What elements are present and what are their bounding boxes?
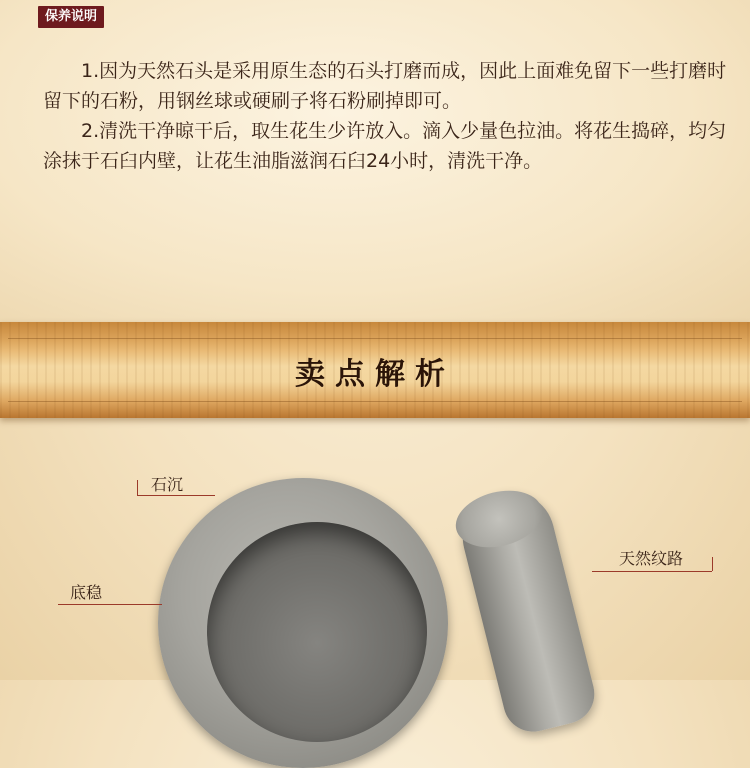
- care-paragraph-2: 2.清洗干净晾干后，取生花生少许放入。滴入少量色拉油。将花生捣碎，均匀涂抹于石臼内壁，让花生油脂滋润石臼24小时，清洗干净。: [43, 120, 727, 172]
- callout-stable: 底稳: [70, 583, 103, 602]
- callout-texture: 天然纹路: [619, 549, 684, 568]
- care-section: [0, 0, 750, 322]
- care-paragraph-1: 1.因为天然石头是采用原生态的石头打磨而成，因此上面难免留下一些打磨时留下的石粉，用钢丝球或硬刷子将石粉刷掉即可。: [43, 60, 727, 112]
- callout-texture-line: [592, 571, 712, 572]
- care-instructions-text: [43, 56, 733, 176]
- care-instructions-tag: 保养说明: [38, 6, 104, 28]
- mortar-bowl: [207, 522, 427, 742]
- callout-texture-tick: [712, 557, 713, 571]
- banner-title: 卖点解析: [295, 357, 455, 392]
- callout-stable-line: [58, 604, 162, 605]
- selling-points-banner: [0, 322, 750, 418]
- callout-heavy-tick: [137, 480, 138, 495]
- callout-heavy: 石沉: [151, 475, 184, 494]
- callout-heavy-line: [137, 495, 215, 496]
